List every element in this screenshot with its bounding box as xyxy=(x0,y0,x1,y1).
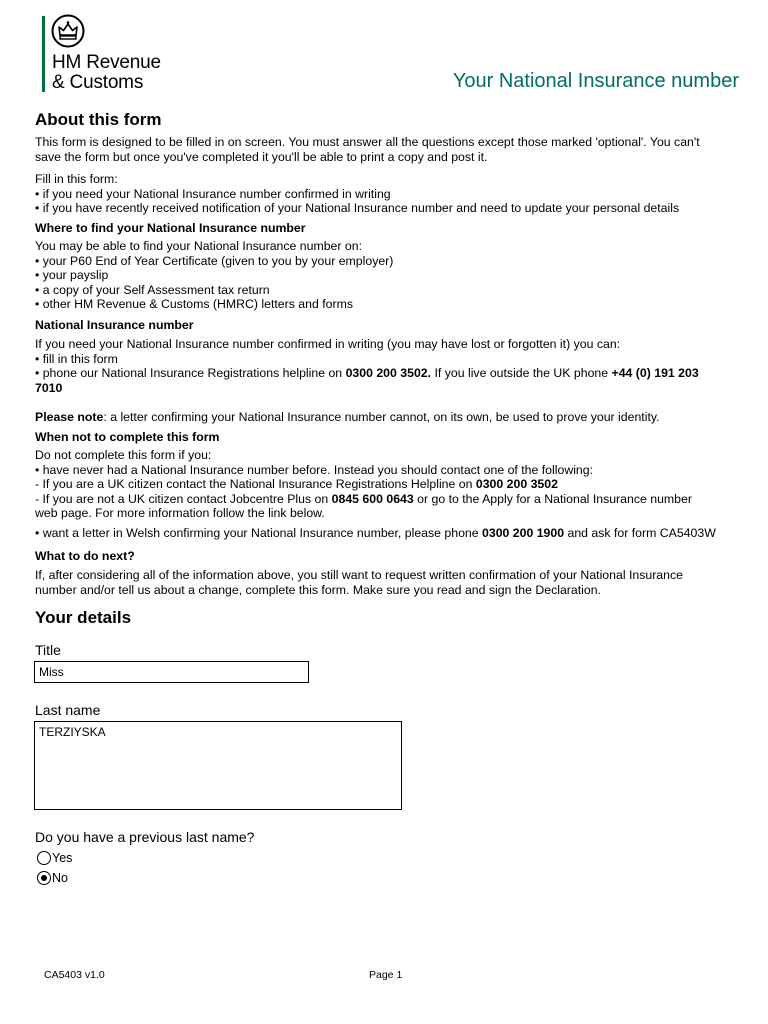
last-name-input[interactable]: TERZIYSKA xyxy=(34,721,402,810)
fill-in-list: Fill in this form: • if you need your National Insurance number confirmed in writing • if you have recently received notification of your National Insurance number and need to update your personal details xyxy=(35,172,680,216)
document-title: Your National Insurance number xyxy=(452,70,739,92)
radio-yes-label: Yes xyxy=(52,851,73,865)
crown-crest-icon xyxy=(51,14,85,48)
radio-yes-button[interactable] xyxy=(37,851,51,865)
logo-text-line1: HM Revenue xyxy=(52,52,161,73)
previous-last-name-question: Do you have a previous last name? xyxy=(35,829,255,845)
ni-number-paragraph: If you need your National Insurance number confirmed in writing (you may have lost or forgotten it) you can: • fill in this form • phone our National Insurance Registrations helpline on 0300 200 3502. If you live outside the UK phone +44 (0) 191 203 7010 xyxy=(35,337,699,395)
when-not-heading: When not to complete this form xyxy=(35,430,220,444)
last-name-label: Last name xyxy=(35,702,101,718)
radio-option-no[interactable] xyxy=(37,871,68,885)
where-to-find-heading: Where to find your National Insurance number xyxy=(35,221,306,235)
where-to-find-list: You may be able to find your National Insurance number on: • your P60 End of Year Certificate (given to you by your employer) • your payslip • a copy of your Self Assessment tax return • other HM Revenue & Customs (HMRC) letters and forms xyxy=(35,239,394,312)
your-details-heading: Your details xyxy=(35,608,132,627)
title-input[interactable]: Miss xyxy=(34,661,309,683)
when-not-list: Do not complete this form if you: • have never had a National Insurance number before. Instead you should contact one of the following: - If you are a UK citizen contact the National Insurance Registrations Helpline on 0300 200 3502 - If you are not a UK citizen contact Jobcentre Plus on 0845 600 0643 or go to the Apply for a National Insurance number web page. For more information follow the link below. xyxy=(35,448,692,521)
radio-no-label: No xyxy=(52,871,68,885)
welsh-letter-item: • want a letter in Welsh confirming your National Insurance number, please phone 0300 200 1900 and ask for form CA5403W xyxy=(35,526,716,540)
title-label: Title xyxy=(35,642,61,658)
radio-no-button[interactable] xyxy=(37,871,51,885)
hmrc-logo xyxy=(42,14,182,94)
logo-bar xyxy=(42,16,45,92)
about-heading: About this form xyxy=(35,110,162,129)
intro-paragraph: This form is designed to be filled in on screen. You must answer all the questions except those marked 'optional'. You can't save the form but once you've completed it you'll be able to print a copy and post it. xyxy=(35,135,700,164)
radio-option-yes[interactable] xyxy=(37,851,72,865)
what-next-paragraph: If, after considering all of the information above, you still want to request written confirmation of your National Insurance number and/or tell us about a change, complete this form. Make sure you read and sign the Declaration. xyxy=(35,568,683,597)
please-note: Please note: a letter confirming your National Insurance number cannot, on its own, be used to prove your identity. xyxy=(35,410,660,424)
form-code: CA5403 v1.0 xyxy=(44,969,105,981)
logo-text-line2: & Customs xyxy=(52,72,144,93)
what-next-heading: What to do next? xyxy=(35,549,135,563)
page-number: Page 1 xyxy=(369,969,403,981)
ni-number-heading: National Insurance number xyxy=(35,318,194,332)
